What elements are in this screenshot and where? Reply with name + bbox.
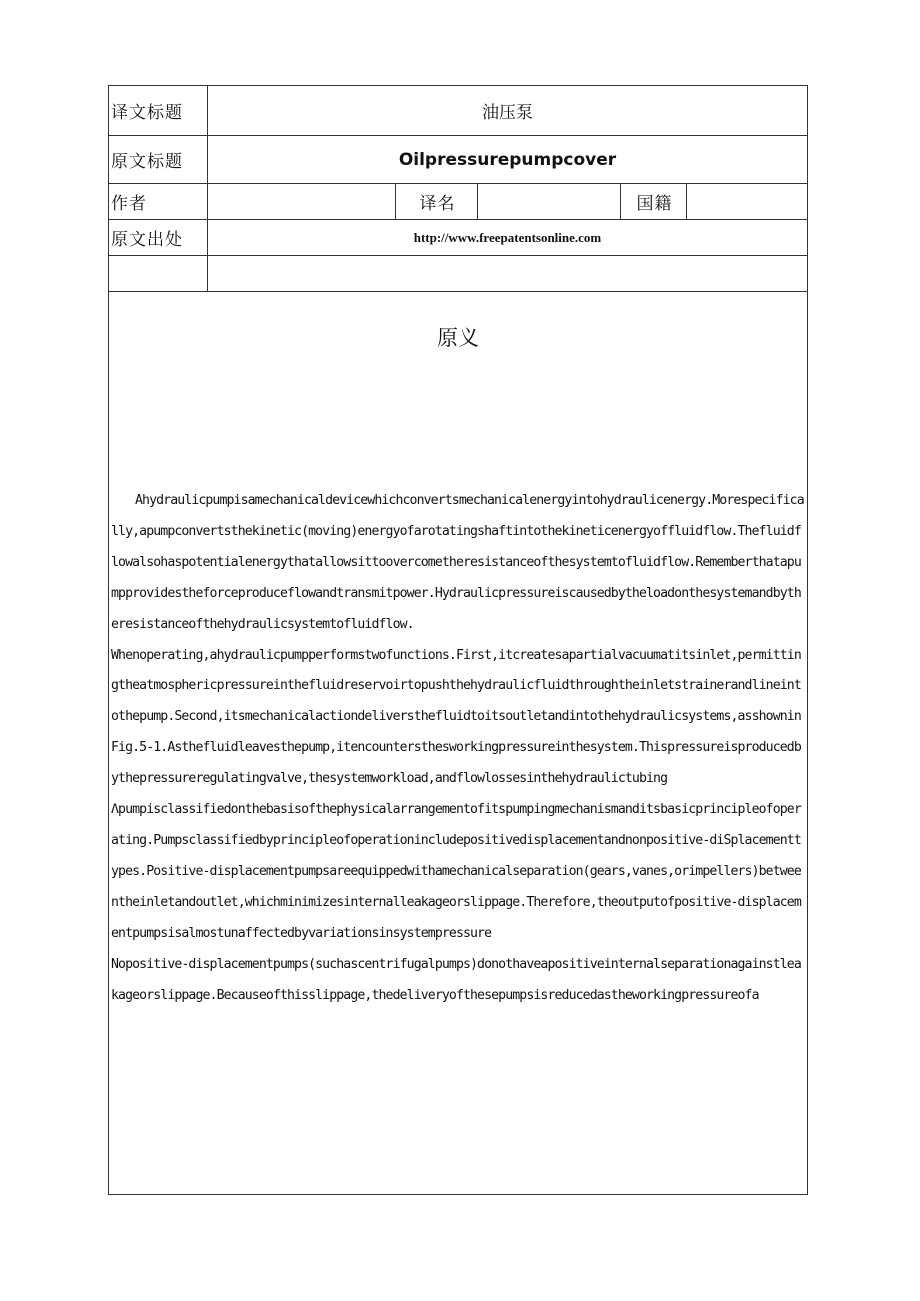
row-original-title	[109, 136, 807, 184]
body-text	[111, 486, 805, 1011]
paragraph: Λpumpisclassifiedonthebasisofthephysicalarrangementofitspumpingmechanismanditsbasicprincipleofoperating.Pumpsclassifiedbyprincipleofoperationincludepositivedisplacementandnonpositive-diSplacementtypes.Positive-displacementpumpsareequippedwithamechanicalseparation(gears,vanes,orimpellers)betweentheinletandoutlet,whichminimizesinternalleakageorslippage.Therefore,theoutputofpositive-displacementpumpsisalmostunaffectedbyvariationsinsystempressure	[111, 802, 801, 941]
nationality-value	[686, 184, 807, 219]
source-value: http://www.freepatentsonline.com	[207, 220, 807, 255]
row-empty	[109, 256, 807, 292]
original-title-value: Oilpressurepumpcover	[207, 136, 807, 183]
author-value	[207, 184, 395, 219]
empty-value-cell	[207, 256, 807, 291]
translation-title-label: 译文标题	[111, 103, 183, 123]
original-title-label: 原文标题	[111, 152, 183, 172]
row-source	[109, 220, 807, 256]
translator-value	[477, 184, 620, 219]
section-heading: 原义	[437, 326, 479, 350]
paragraph: Ahydraulicpumpisamechanicaldevicewhichconvertsmechanicalenergyintohydraulicenergy.Morespecifically,apumpconvertsthekinetic(moving)energyofarotatingshaftintothekineticenergyoffluidflow.Thefluidflowalsohaspotentialenergythatallowsittoovercometheresistanceofthesystemtofluidflow.Rememberthatapumpprovidestheforceproduceflowandtransmitpower.Hydraulicpressureiscausedbytheloadonthesystemandbytheresistanceofthehydraulicsystemtofluidflow.	[111, 493, 804, 632]
source-label: 原文出处	[111, 230, 183, 250]
translation-form	[108, 85, 808, 1195]
row-author	[109, 184, 807, 220]
nationality-label: 国籍	[620, 184, 686, 219]
translator-label: 译名	[395, 184, 477, 219]
paragraph: Whenoperating,ahydraulicpumpperformstwofunctions.First,itcreatesapartialvacuumatitsinlet,permittingtheatmosphericpressureinthefluidreservoirtopushthehydraulicfluidthroughtheinletstrainerandlineintothepump.Second,itsmechanicalactiondeliversthefluidtoitsoutletandintothehydraulicsystems,asshowninFig.5-1.Asthefluidleavesthepump,itencountersthesworkingpressureinthesystem.Thispressureisproducedbythepressureregulatingvalve,thesystemworkload,andflowlossesinthehydraulictubing	[111, 647, 801, 787]
row-translation-title	[109, 86, 807, 136]
empty-label-cell	[109, 256, 207, 291]
translation-title-value: 油压泵	[207, 86, 807, 135]
author-label: 作者	[111, 194, 147, 214]
paragraph: Nopositive-displacementpumps(suchascentrifugalpumps)donothaveapositiveinternalseparationagainstleakageorslippage.Becauseofthisslippage,thedeliveryofthesepumpsisreducedastheworkingpressureofa	[111, 956, 801, 1003]
